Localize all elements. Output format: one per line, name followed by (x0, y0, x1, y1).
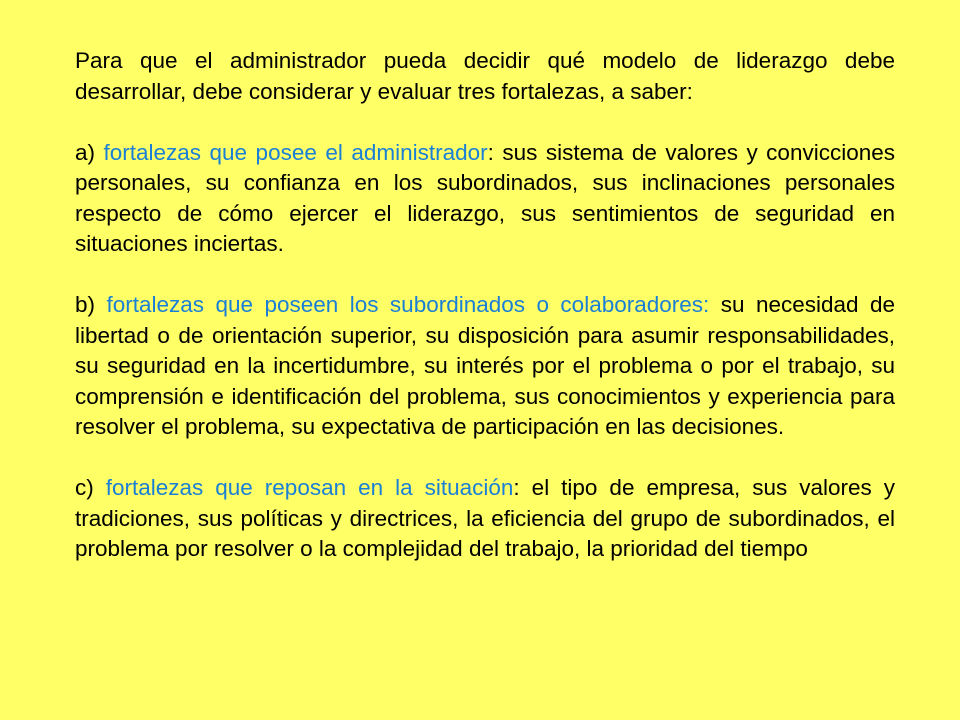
item-c-body: el tipo de empresa, sus valores y tradiciones, sus políticas y directrices, la eficiencia del grupo de subordinados, el problema por resolver o la complejidad del trabajo, la prioridad del tiempo (75, 475, 895, 561)
item-c-marker: c) (75, 475, 106, 500)
item-a-marker: a) (75, 139, 104, 165)
item-a-paragraph (75, 138, 895, 260)
item-c-colon: : (513, 475, 520, 500)
item-b-heading: fortalezas que poseen los subordinados o colaboradores: (106, 292, 710, 317)
item-b-body: su necesidad de libertad o de orientación superior, su disposición para asumir responsabilidades, su seguridad en la incertidumbre, su interés por el problema o por el trabajo, su comprensión e identificación del problema, sus conocimientos y experiencia para resolver el problema, su expectativa de participación en las decisiones. (75, 292, 895, 439)
slide-body (75, 46, 895, 565)
item-b-marker: b) (75, 292, 107, 317)
item-b-paragraph (75, 290, 895, 443)
item-a-colon: : (487, 139, 494, 165)
item-c-paragraph (75, 473, 895, 565)
intro-paragraph: Para que el administrador pueda decidir qué modelo de liderazgo debe desarrollar, debe considerar y evaluar tres fortalezas, a saber: (75, 48, 895, 104)
item-c-heading: fortalezas que reposan en la situación (105, 475, 514, 500)
item-a-body: sus sistema de valores y convicciones personales, su confianza en los subordinados, sus inclinaciones personales respecto de cómo ejercer el liderazgo, sus sentimientos de seguridad en situaciones inciertas. (75, 139, 895, 256)
item-a-heading: fortalezas que posee el administrador (103, 139, 488, 165)
